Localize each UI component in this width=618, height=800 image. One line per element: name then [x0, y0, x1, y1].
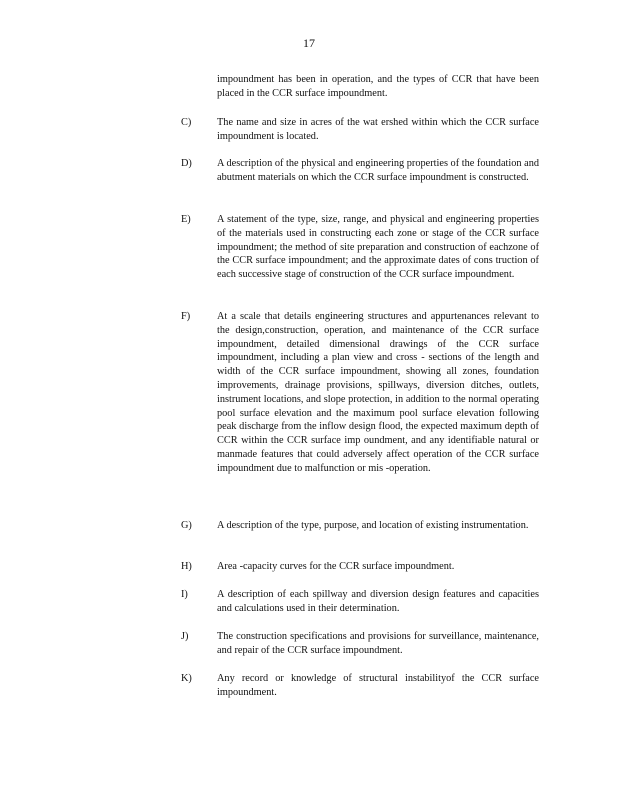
item-text: The name and size in acres of the wat ershed within which the CCR surface impoundment is located.: [217, 117, 539, 142]
item-text: Any record or knowledge of structural instabilityof the CCR surface impoundment.: [217, 673, 539, 698]
item-letter: K): [181, 673, 192, 684]
item-letter: J): [181, 631, 189, 642]
continuation-paragraph: impoundment has been in operation, and the types of CCR that have been placed in the CCR surface impoundment.: [217, 74, 539, 99]
item-letter: D): [181, 158, 192, 169]
item-text: At a scale that details engineering structures and appurtenances relevant to the design,construction, operation, and maintenance of the CCR surface impoundment, detailed dimensional drawings of the CCR surface impoundment, including a plan view and cross - sections of the length and width of the CCR surface impoundment, showing all zones, foundation improvements, drainage provisions, spillways, diversion ditches, outlets, instrument locations, and slope protection, in addition to the normal operating pool surface elevation and the maximum pool surface elevation following peak discharge from the inflow design flood, the expected maximum depth of CCR within the CCR surface imp oundment, and any identifiable natural or manmade features that could adversely affect operation of the CCR surface impoundment due to malfunction or mis -operation.: [217, 311, 539, 474]
item-letter: I): [181, 589, 188, 600]
item-text: A description of the physical and engineering properties of the foundation and abutment materials on which the CCR surface impoundment is constructed.: [217, 158, 539, 183]
item-text: The construction specifications and provisions for surveillance, maintenance, and repair of the CCR surface impoundment.: [217, 631, 539, 656]
item-letter: G): [181, 520, 192, 531]
item-text: A description of each spillway and diversion design features and capacities and calculations used in their determination.: [217, 589, 539, 614]
item-letter: E): [181, 214, 191, 225]
item-letter: H): [181, 561, 192, 572]
item-letter: C): [181, 117, 192, 128]
item-text: A description of the type, purpose, and location of existing instrumentation.: [217, 520, 529, 531]
page-number: 17: [303, 36, 315, 50]
item-text: A statement of the type, size, range, and physical and engineering properties of the materials used in constructing each zone or stage of the CCR surface impoundment; the method of site preparation and construction of eachzone of the CCR surface impoundment; and the approximate dates of cons truction of each successive stage of construction of the CCR surface impoundment.: [217, 214, 539, 281]
item-text: Area -capacity curves for the CCR surface impoundment.: [217, 561, 455, 572]
item-letter: F): [181, 311, 191, 322]
